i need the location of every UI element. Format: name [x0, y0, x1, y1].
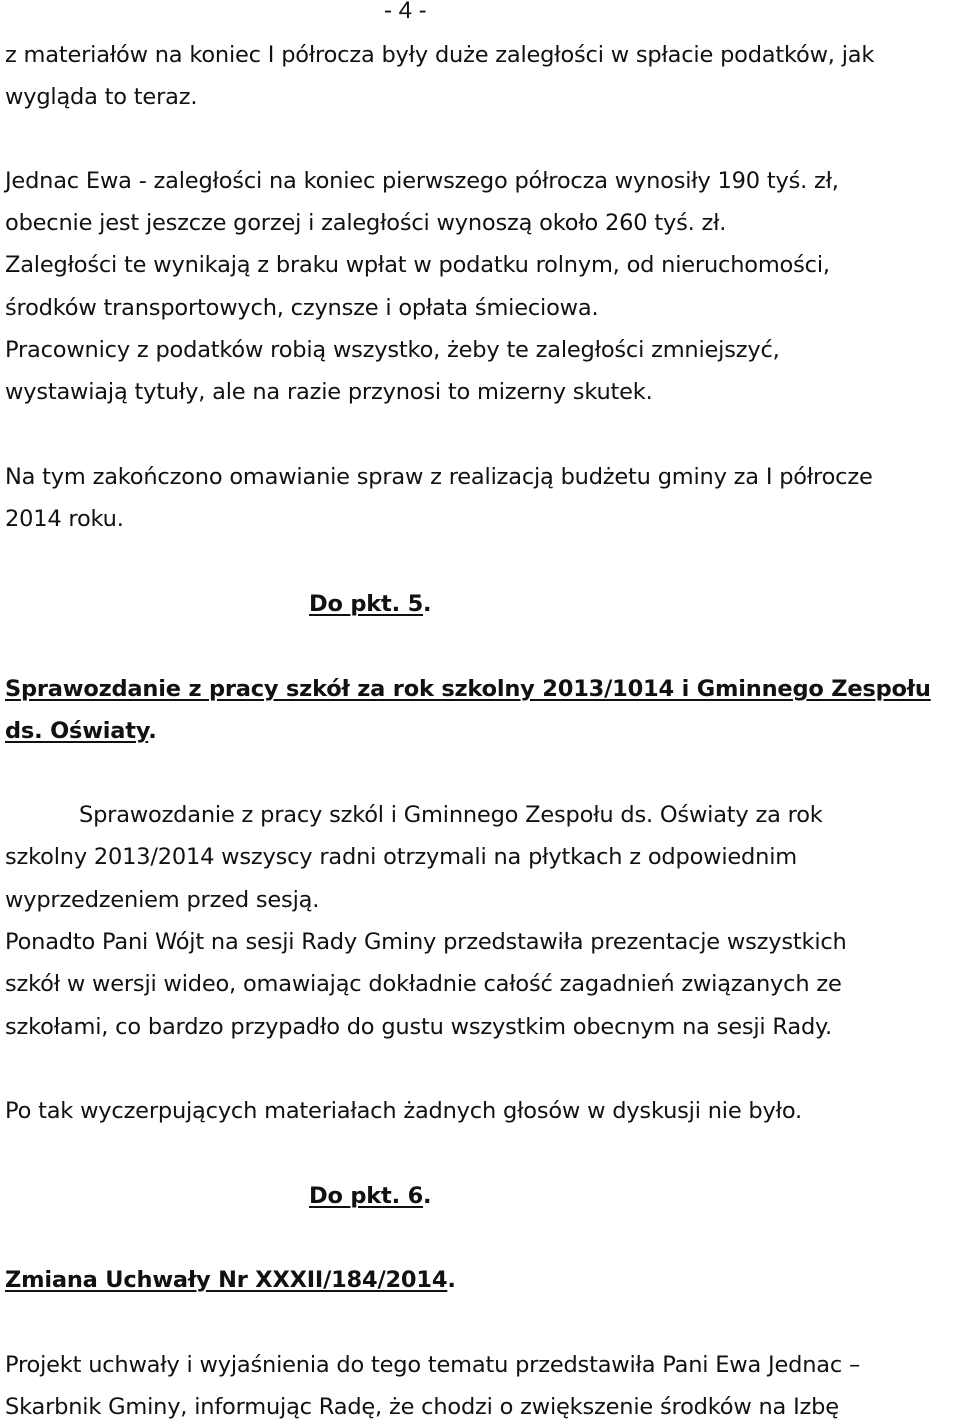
- section-heading-pkt5: [309, 589, 431, 619]
- paragraph-line: szkołami, co bardzo przypadło do gustu wszystkim obecnym na sesji Rady.: [5, 1014, 832, 1040]
- page-number: - 4 -: [384, 0, 427, 24]
- heading-suffix: .: [423, 1183, 432, 1209]
- heading-suffix: .: [423, 591, 432, 617]
- section-title-line: [5, 674, 931, 704]
- paragraph-line: Sprawozdanie z pracy szkól i Gminnego Zespołu ds. Oświaty za rok: [79, 802, 823, 828]
- section-title-line: [5, 716, 157, 746]
- title-suffix: .: [148, 718, 157, 744]
- paragraph-line: z materiałów na koniec I półrocza były duże zaległości w spłacie podatków, jak: [5, 42, 875, 68]
- paragraph-line: szkolny 2013/2014 wszyscy radni otrzymali na płytkach z odpowiednim: [5, 844, 797, 870]
- paragraph-line: Skarbnik Gminy, informując Radę, że chodzi o zwiększenie środków na Izbę: [5, 1394, 839, 1420]
- section-title-text: Zmiana Uchwały Nr XXXII/184/2014: [5, 1267, 448, 1293]
- paragraph-line: 2014 roku.: [5, 506, 124, 532]
- section-title-text: Sprawozdanie z pracy szkół za rok szkolny 2013/1014 i Gminnego Zespołu: [5, 676, 931, 702]
- paragraph-line: wygląda to teraz.: [5, 84, 198, 110]
- paragraph-line: wyprzedzeniem przed sesją.: [5, 887, 320, 913]
- paragraph-line: Na tym zakończono omawianie spraw z realizacją budżetu gminy za I półrocze: [5, 464, 873, 490]
- paragraph-line: obecnie jest jeszcze gorzej i zaległości wynoszą około 260 tyś. zł.: [5, 210, 727, 236]
- paragraph-line: Jednac Ewa - zaległości na koniec pierwszego półrocza wynosiły 190 tyś. zł,: [5, 168, 839, 194]
- paragraph-line: Zaległości te wynikają z braku wpłat w podatku rolnym, od nieruchomości,: [5, 252, 830, 278]
- paragraph-line: Ponadto Pani Wójt na sesji Rady Gminy przedstawiła prezentacje wszystkich: [5, 929, 847, 955]
- section-heading-text: Do pkt. 5: [309, 591, 424, 617]
- paragraph-line: Projekt uchwały i wyjaśnienia do tego tematu przedstawiła Pani Ewa Jednac –: [5, 1352, 861, 1378]
- section-heading-pkt6: [309, 1181, 431, 1211]
- title-suffix: .: [447, 1267, 456, 1293]
- paragraph-line: wystawiają tytuły, ale na razie przynosi to mizerny skutek.: [5, 379, 653, 405]
- paragraph-line: środków transportowych, czynsze i opłata śmieciowa.: [5, 295, 599, 321]
- paragraph-line: Po tak wyczerpujących materiałach żadnych głosów w dyskusji nie było.: [5, 1098, 802, 1124]
- paragraph-line: szkół w wersji wideo, omawiając dokładnie całość zagadnień związanych ze: [5, 971, 842, 997]
- section-title-text: ds. Oświaty: [5, 718, 149, 744]
- section-title-line: [5, 1265, 456, 1295]
- section-heading-text: Do pkt. 6: [309, 1183, 424, 1209]
- paragraph-line: Pracownicy z podatków robią wszystko, żeby te zaległości zmniejszyć,: [5, 337, 780, 363]
